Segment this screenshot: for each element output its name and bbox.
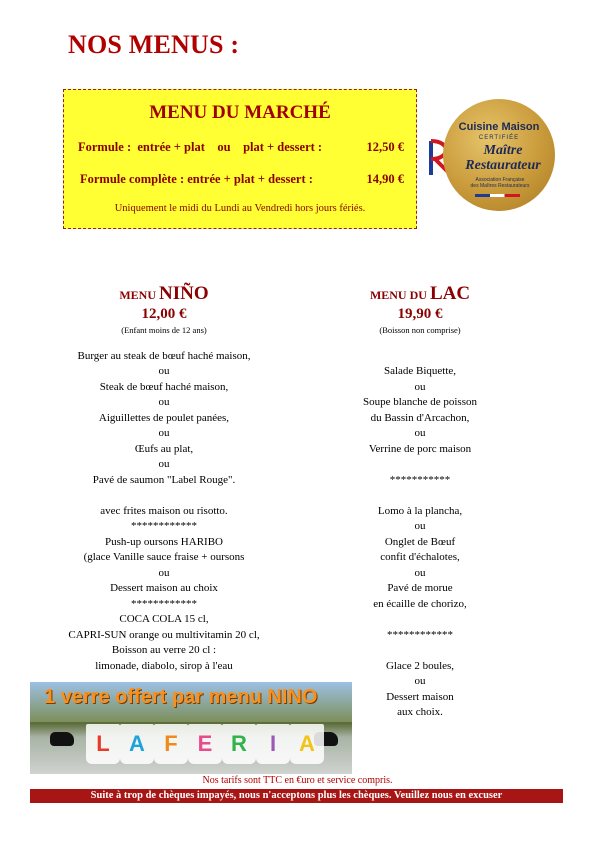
menu-lac-heading	[300, 283, 540, 305]
menu-line: ou	[158, 396, 170, 408]
menu-line: Burger au steak de bœuf haché maison,	[77, 349, 251, 362]
menu-line: COCA COLA 15 cl,	[119, 613, 209, 625]
menu-line	[300, 488, 540, 504]
menu-line: Aiguillettes de poulet panées,	[98, 411, 230, 424]
menu-lac-column	[300, 283, 540, 721]
french-flag-stripe	[475, 194, 520, 197]
menu-lac-label: MENU DU	[369, 288, 430, 302]
menu-line: ou	[414, 566, 426, 579]
menu-line: Glace 2 boules,	[385, 659, 455, 672]
cup-letter: L	[86, 724, 120, 764]
menu-line: ************	[131, 520, 197, 532]
page-title: NOS MENUS :	[68, 30, 240, 59]
menu-line: ou	[158, 365, 170, 377]
promo-banner: 1 verre offert par menu NINO	[44, 686, 318, 708]
menu-line: (glace Vanille sauce fraise + oursons	[83, 551, 245, 563]
formula-complete-line	[80, 172, 404, 187]
menu-line: ou	[414, 675, 426, 687]
menu-lac-note: (Boisson non comprise)	[379, 324, 461, 335]
menu-line: ***********	[389, 473, 451, 486]
menu-marche-title: MENU DU MARCHÉ	[149, 102, 331, 123]
menu-line: CAPRI-SUN orange ou multivitamin 20 cl,	[68, 628, 260, 641]
formula-complete-label: Formule complète : entrée + plat + dessert :	[80, 172, 313, 186]
cheques-banner: Suite à trop de chèques impayés, nous n'acceptons plus les chèques. Veuillez nous en excuser	[30, 789, 563, 803]
menu-marche-note: Uniquement le midi du Lundi au Vendredi hors jours fériés.	[114, 203, 366, 214]
menu-nino-note: (Enfant moins de 12 ans)	[121, 324, 207, 335]
menu-line	[48, 488, 280, 504]
menu-nino-items	[48, 349, 280, 675]
cup-letter: R	[222, 724, 256, 764]
badge-title-b: Restaurateur	[465, 158, 541, 173]
menu-line: ou	[414, 520, 426, 532]
maitre-restaurateur-badge	[425, 99, 555, 211]
menu-line: confit d'échalotes,	[380, 551, 460, 563]
menu-line: Push-up oursons HARIBO	[105, 535, 223, 548]
menu-line: Œufs au plat,	[134, 442, 194, 455]
menu-nino-column	[48, 283, 280, 674]
menu-line: Soupe blanche de poisson	[363, 396, 477, 408]
bull-icon	[50, 732, 74, 746]
menu-line: ou	[158, 427, 170, 439]
menu-lac-items	[300, 349, 540, 721]
menu-line: Dessert maison au choix	[110, 582, 218, 594]
badge-association-a: Association Française	[475, 177, 525, 183]
menu-line	[300, 457, 540, 473]
menu-nino-label: MENU	[119, 288, 160, 302]
menu-line: ************	[131, 597, 197, 610]
badge-association-b: des Maîtres Restaurateurs	[470, 183, 530, 189]
cup-letter: E	[188, 724, 222, 764]
menu-line: ou	[158, 458, 170, 470]
menu-line: du Bassin d'Arcachon,	[370, 411, 470, 424]
cup-letter: A	[290, 724, 324, 764]
menu-nino-heading	[48, 283, 280, 305]
menu-line	[300, 643, 540, 659]
menu-line: aux choix.	[397, 706, 443, 718]
menu-line: Verrine de porc maison	[368, 442, 472, 455]
badge-line1: Cuisine Maison	[458, 121, 540, 133]
badge-title-a: Maître	[483, 143, 523, 158]
formula-label: Formule : entrée + plat ou plat + dessert :	[78, 140, 323, 154]
menu-line: Salade Biquette,	[383, 365, 457, 377]
menu-line: ************	[387, 628, 453, 641]
menu-line: Lomo à la plancha,	[377, 504, 463, 517]
badge-line2: CERTIFIÉE	[478, 135, 520, 141]
formula-line	[78, 140, 404, 155]
cup-letter: F	[154, 724, 188, 764]
menu-nino-price: 12,00 €	[141, 305, 187, 322]
menu-line	[300, 349, 540, 365]
menu-line: en écaille de chorizo,	[373, 597, 467, 610]
menu-lac-price: 19,90 €	[397, 305, 443, 322]
prices-note: Nos tarifs sont TTC en €uro et service compris.	[202, 775, 393, 786]
menu-line: Dessert maison	[386, 690, 454, 703]
menu-line: Onglet de Bœuf	[384, 535, 456, 548]
menu-line: limonade, diabolo, sirop à l'eau	[95, 659, 233, 672]
menu-line: Steak de bœuf haché maison,	[99, 380, 229, 393]
menu-line: avec frites maison ou risotto.	[100, 504, 228, 517]
badge-title	[453, 143, 553, 173]
menu-line: Boisson au verre 20 cl :	[111, 644, 217, 656]
menu-lac-name: LAC	[429, 283, 471, 304]
cup-letter: A	[120, 724, 154, 764]
menu-nino-name: NIÑO	[159, 283, 209, 304]
menu-line: Pavé de morue	[387, 582, 453, 594]
badge-association	[455, 177, 545, 189]
menu-line: ou	[414, 427, 426, 439]
menu-line: ou	[158, 566, 170, 579]
cup-letter: I	[256, 724, 290, 764]
menu-line: Pavé de saumon "Label Rouge".	[92, 473, 236, 486]
formula-price: 12,50 €	[366, 140, 404, 154]
menu-line	[300, 612, 540, 628]
formula-complete-price: 14,90 €	[366, 172, 404, 186]
menu-line: ou	[414, 380, 426, 393]
menu-marche-box	[63, 89, 417, 229]
promo-photo	[30, 682, 352, 774]
